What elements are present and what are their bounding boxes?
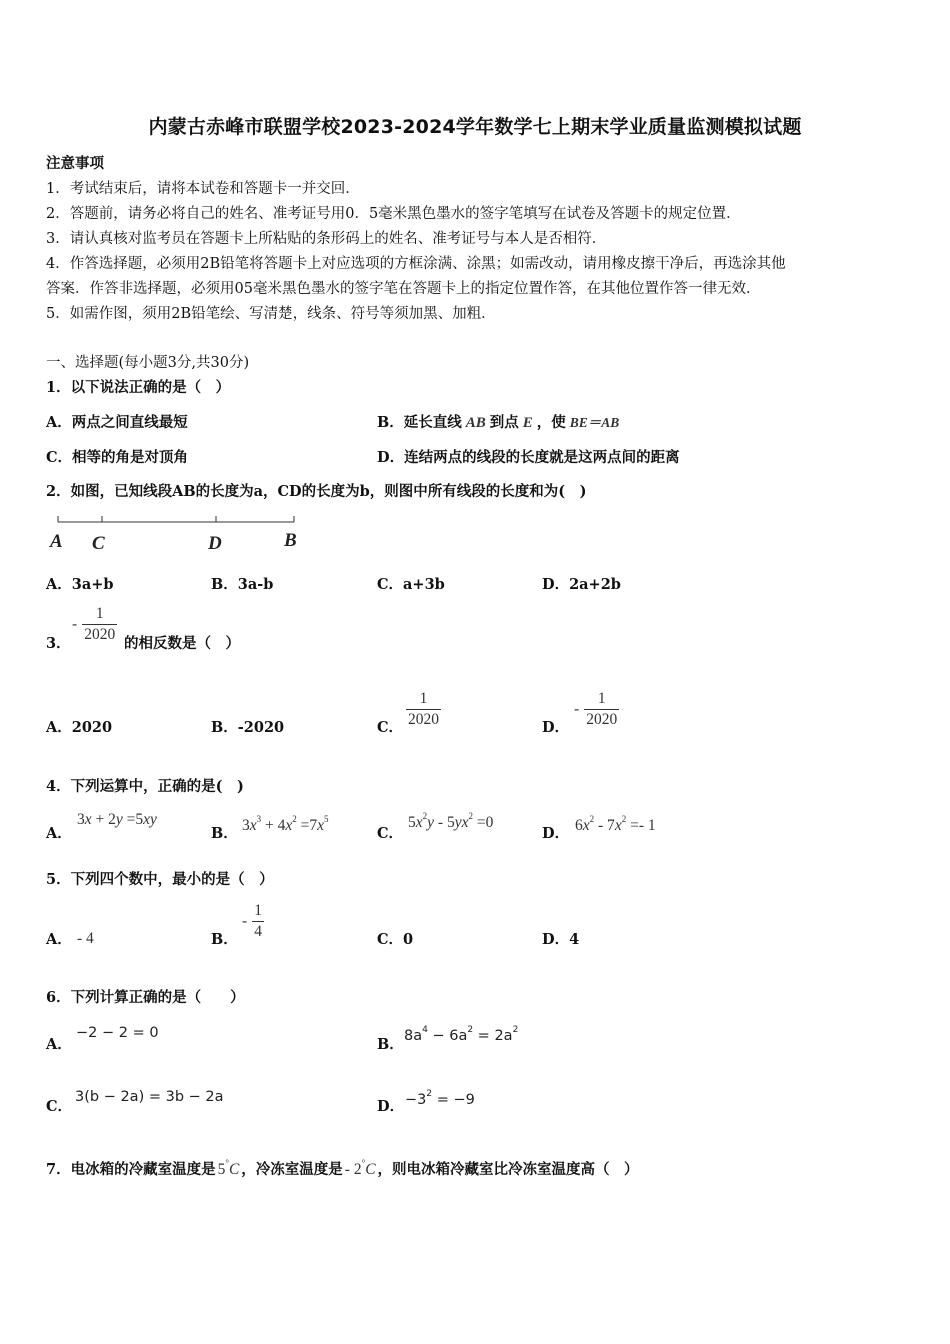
segment-figure bbox=[50, 512, 310, 558]
q6-option-d-expr: $-3^2 = -9$ bbox=[405, 1089, 475, 1108]
q5-option-a-value: - 4 bbox=[77, 930, 94, 947]
q6-option-a-expr: −2 − 2 = 0 bbox=[76, 1025, 159, 1041]
note-item: 答案．作答非选择题，必须用05毫米黑色墨水的签字笔在答题卡上的指定位置作答，在其他位置作答一律无效． bbox=[46, 281, 761, 297]
q4-option-d-expr: $6x^2 - 7x^2 =- 1$ bbox=[575, 814, 656, 834]
q1-option-d: D．连结两点的线段的长度就是这两点间的距离 bbox=[377, 449, 680, 466]
q3-option-c-label: C． bbox=[377, 719, 404, 736]
point-label-d: D bbox=[208, 533, 222, 554]
q6-option-b-label: B． bbox=[377, 1036, 404, 1053]
q5-option-b-label: B． bbox=[211, 931, 238, 948]
point-label-a: A bbox=[50, 531, 63, 552]
point-label-b: B bbox=[284, 530, 297, 551]
q2-option-b: B．3a-b bbox=[211, 576, 274, 593]
question-6-stem: 6．下列计算正确的是（ ） bbox=[46, 989, 245, 1006]
q3-option-b: B．-2020 bbox=[211, 719, 285, 736]
question-2-stem: 2．如图，已知线段AB的长度为a，CD的长度为b，则图中所有线段的长度和为( ) bbox=[46, 483, 587, 500]
note-item: 5．如需作图，须用2B铅笔绘、写清楚，线条、符号等须加黑、加粗． bbox=[46, 306, 496, 322]
note-item: 2．答题前，请务必将自己的姓名、准考证号用0．5毫米黑色墨水的签字笔填写在试卷及答题卡的规定位置． bbox=[46, 206, 741, 222]
q6-option-a-label: A． bbox=[46, 1036, 72, 1053]
note-item: 3．请认真核对监考员在答题卡上所粘贴的条形码上的姓名、准考证号与本人是否相符． bbox=[46, 231, 607, 247]
q1-option-c: C．相等的角是对顶角 bbox=[46, 449, 189, 466]
q4-option-d-label: D． bbox=[542, 825, 570, 842]
q4-option-a-label: A． bbox=[46, 825, 72, 842]
q3-option-c-fraction: $\frac{1}{2020}$ bbox=[408, 690, 439, 728]
q4-option-c-label: C． bbox=[377, 825, 404, 842]
q6-option-c-expr: 3(b − 2a) = 3b − 2a bbox=[75, 1089, 224, 1105]
q4-option-b-label: B． bbox=[211, 825, 238, 842]
question-7-stem: 7．电冰箱的冷藏室温度是 5°C ，冷冻室温度是 - 2°C ，则电冰箱冷藏室比冷冻室温度高（ ） bbox=[46, 1158, 639, 1178]
q4-option-c-expr: $5x^2y - 5yx^2 =0$ bbox=[408, 811, 494, 831]
question-1-stem: 1．以下说法正确的是（ ） bbox=[46, 379, 231, 396]
q4-option-a-expr: 3x + 2y =5xy bbox=[77, 811, 157, 828]
question-5-stem: 5．下列四个数中，最小的是（ ） bbox=[46, 871, 274, 888]
q5-option-b-fraction: - $\frac{1}{4}$ bbox=[242, 902, 263, 940]
q1-option-a: A．两点之间直线最短 bbox=[46, 414, 188, 431]
q3-option-d-label: D． bbox=[542, 719, 570, 736]
note-item: 4．作答选择题，必须用2B铅笔将答题卡上对应选项的方框涂满、涂黑；如需改动，请用橡皮擦干净后，再选涂其他 bbox=[46, 256, 786, 272]
question-3-number: 3． bbox=[46, 635, 71, 652]
q6-option-d-label: D． bbox=[377, 1098, 405, 1115]
q6-option-c-label: C． bbox=[46, 1098, 73, 1115]
q2-option-a: A．3a+b bbox=[46, 576, 114, 593]
question-4-stem: 4．下列运算中，正确的是( ) bbox=[46, 778, 244, 795]
q4-option-b-expr: $3x^3 + 4x^2 =7x^5$ bbox=[242, 814, 329, 834]
q6-option-b-expr: $8a^4 - 6a^2 = 2a^2$ bbox=[404, 1025, 519, 1044]
q3-stem-tail: 的相反数是（ ） bbox=[124, 635, 240, 652]
q5-option-c: C．0 bbox=[377, 931, 414, 948]
page-title: 内蒙古赤峰市联盟学校2023-2024学年数学七上期末学业质量监测模拟试题 bbox=[148, 116, 802, 138]
q5-option-d: D．4 bbox=[542, 931, 580, 948]
q1-option-b: B．延长直线 AB 到点 E ，使 BE＝AB bbox=[377, 414, 620, 431]
point-label-c: C bbox=[92, 533, 105, 554]
q2-option-c: C．a+3b bbox=[377, 576, 445, 593]
q3-option-d-fraction: - $\frac{1}{2020}$ bbox=[574, 690, 618, 728]
q3-option-a: A．2020 bbox=[46, 719, 113, 736]
notes-heading: 注意事项 bbox=[46, 155, 104, 172]
note-item: 1．考试结束后，请将本试卷和答题卡一并交回． bbox=[46, 181, 360, 197]
q2-option-d: D．2a+2b bbox=[542, 576, 621, 593]
q3-fraction: - $\frac{1}{2020}$ bbox=[72, 605, 116, 643]
q5-option-a-label: A． bbox=[46, 931, 72, 948]
section-heading: 一、选择题(每小题3分,共30分) bbox=[46, 355, 250, 371]
